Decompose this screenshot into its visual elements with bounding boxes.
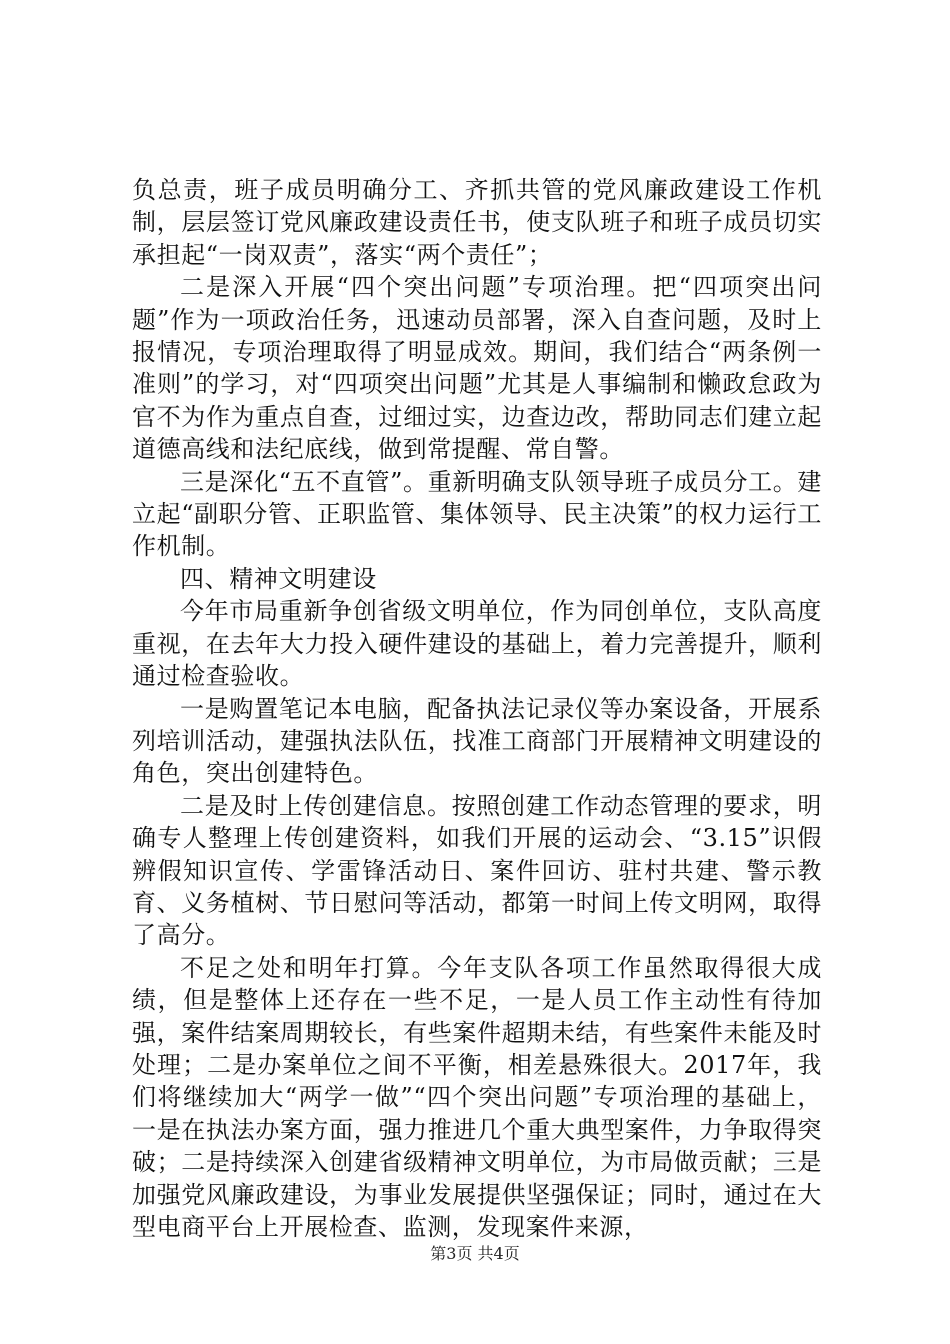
paragraph-7: 二是及时上传创建信息。按照创建工作动态管理的要求，明确专人整理上传创建资料，如我们开展的运动会、“3.15”识假辨假知识宣传、学雷锋活动日、案件回访、驻村共建、警示教育、义务植树、节日慰问等活动，都第一时间上传文明网，取得了高分。 — [132, 791, 822, 950]
paragraph-3: 三是深化“五不直管”。重新明确支队领导班子成员分工。建立起“副职分管、正职监管、集体领导、民主决策”的权力运行工作机制。 — [132, 467, 822, 561]
paragraph-6: 一是购置笔记本电脑，配备执法记录仪等办案设备，开展系列培训活动，建强执法队伍，找准工商部门开展精神文明建设的角色，突出创建特色。 — [132, 694, 822, 788]
paragraph-8: 不足之处和明年打算。今年支队各项工作虽然取得很大成绩，但是整体上还存在一些不足，一是人员工作主动性有待加强，案件结案周期较长，有些案件超期未结，有些案件未能及时处理；二是办案单位之间不平衡，相差悬殊很大。2017年，我们将继续加大“两学一做”“四个突出问题”专项治理的基础上，一是在执法办案方面，强力推进几个重大典型案件，力争取得突破；二是持续深入创建省级精神文明单位，为市局做贡献；三是加强党风廉政建设，为事业发展提供坚强保证；同时，通过在大型电商平台上开展检查、监测，发现案件来源， — [132, 953, 822, 1241]
paragraph-2: 二是深入开展“四个突出问题”专项治理。把“四项突出问题”作为一项政治任务，迅速动员部署，深入自查问题，及时上报情况，专项治理取得了明显成效。期间，我们结合“两条例一准则”的学习，对“四项突出问题”尤其是人事编制和懒政怠政为官不为作为重点自查，过细过实，边查边改，帮助同志们建立起道德高线和法纪底线，做到常提醒、常自警。 — [132, 273, 822, 464]
page-number-footer: 第3页 共4页 — [430, 1244, 520, 1263]
paragraph-5: 今年市局重新争创省级文明单位，作为同创单位，支队高度重视，在去年大力投入硬件建设的基础上，着力完善提升，顺利通过检查验收。 — [132, 597, 822, 691]
paragraph-1: 负总责，班子成员明确分工、齐抓共管的党风廉政建设工作机制，层层签订党风廉政建设责任书，使支队班子和班子成员切实承担起“一岗双责”，落实“两个责任”； — [132, 176, 822, 269]
document-body — [132, 174, 822, 1243]
section-heading: 四、精神文明建设 — [180, 564, 377, 593]
